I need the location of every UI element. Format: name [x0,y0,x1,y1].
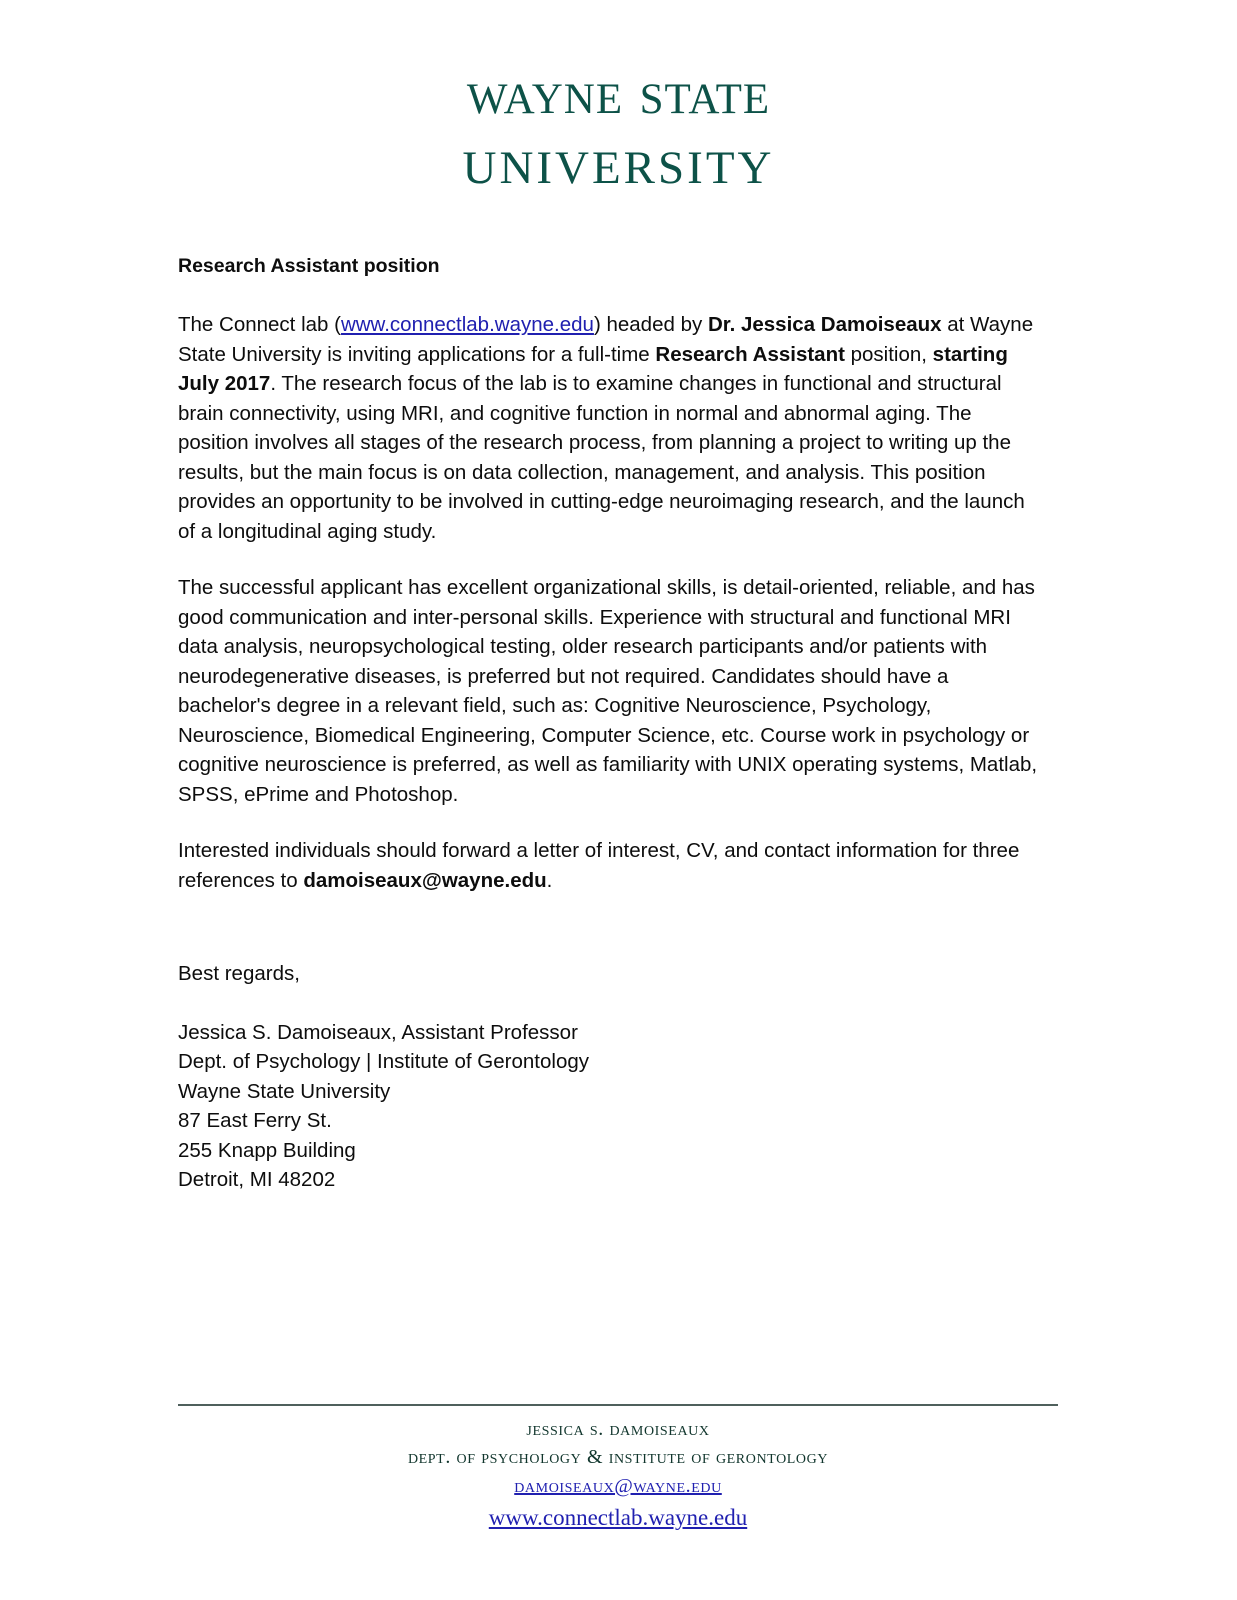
signature-line: 255 Knapp Building [178,1138,356,1162]
letter-body [178,252,1038,1195]
logo-line-university: university [462,124,775,198]
footer-divider [178,1404,1058,1406]
lab-director-name: Dr. Jessica Damoiseaux [707,313,942,337]
closing-spacer [178,989,1038,1018]
signature-line: 87 East Ferry St. [178,1109,332,1133]
signature-line: Jessica S. Damoiseaux, Assistant Professor [178,1020,578,1044]
paragraph-intro-text-5: . The research focus of the lab is to examine changes in functional and structural brain connectivity, using MRI, and cognitive function in normal and abnormal aging. The position involves all stages of the research process, from planning a project to writing up the results, but the main focus is on data collection, management, and analysis. This position provides an opportunity to be involved in cutting-edge neuroimaging research, and the launch of a longitudinal aging study. [178,372,1025,543]
signature-spacer [178,895,1038,959]
page-footer [178,1404,1058,1535]
paragraph-intro-text-3: at Wayne State University is inviting applications for a full-time [178,313,1034,366]
signature-line: Dept. of Psychology | Institute of Gerontology [178,1050,589,1074]
paragraph-intro-text-4: position, [844,342,933,366]
footer-department: dept. of psychology & institute of gerontology [407,1446,829,1469]
closing-salutation: Best regards, [178,962,300,986]
paragraph-apply [178,836,1038,895]
footer-name: jessica s. damoiseaux [526,1418,710,1440]
page-title: Research Assistant position [178,255,440,277]
signature-block [178,1018,1038,1195]
paragraph-qualifications: The successful applicant has excellent organizational skills, is detail-oriented, reliable, and has good communication and inter-personal skills. Experience with structural and functional MRI data analysis, neuropsychological testing, older research participants and/or patients with neurodegenerative diseases, is preferred but not required. Candidates should have a bachelor's degree in a relevant field, such as: Cognitive Neuroscience, Psychology, Neuroscience, Biomedical Engineering, Computer Science, etc. Course work in psychology or cognitive neuroscience is preferred, as well as familiarity with UNIX operating systems, Matlab, SPSS, ePrime and Photoshop. [178,576,1038,806]
wayne-state-university-logo [0,59,1237,198]
paragraph-intro-text-2: ) headed by [593,313,708,337]
logo-line-wayne-state: wayne state [466,59,771,127]
paragraph-intro-text-1: The Connect lab ( [178,313,341,337]
paragraph-intro [178,310,1038,546]
paragraph-apply-text-2: . [546,868,553,892]
footer-email-link[interactable]: damoiseaux@wayne.edu [514,1474,722,1497]
paragraph-apply-text-1: Interested individuals should forward a letter of interest, CV, and contact information for three references to [178,839,1020,892]
connectlab-link[interactable]: www.connectlab.wayne.edu [340,313,594,337]
position-title-emphasis: Research Assistant [655,342,845,366]
start-date-emphasis: starting July 2017 [178,342,1008,396]
signature-line: Wayne State University [178,1079,391,1103]
footer-website-link[interactable]: www.connectlab.wayne.edu [488,1505,748,1531]
signature-line: Detroit, MI 48202 [178,1168,336,1192]
contact-email-emphasis: damoiseaux@wayne.edu [303,868,547,892]
